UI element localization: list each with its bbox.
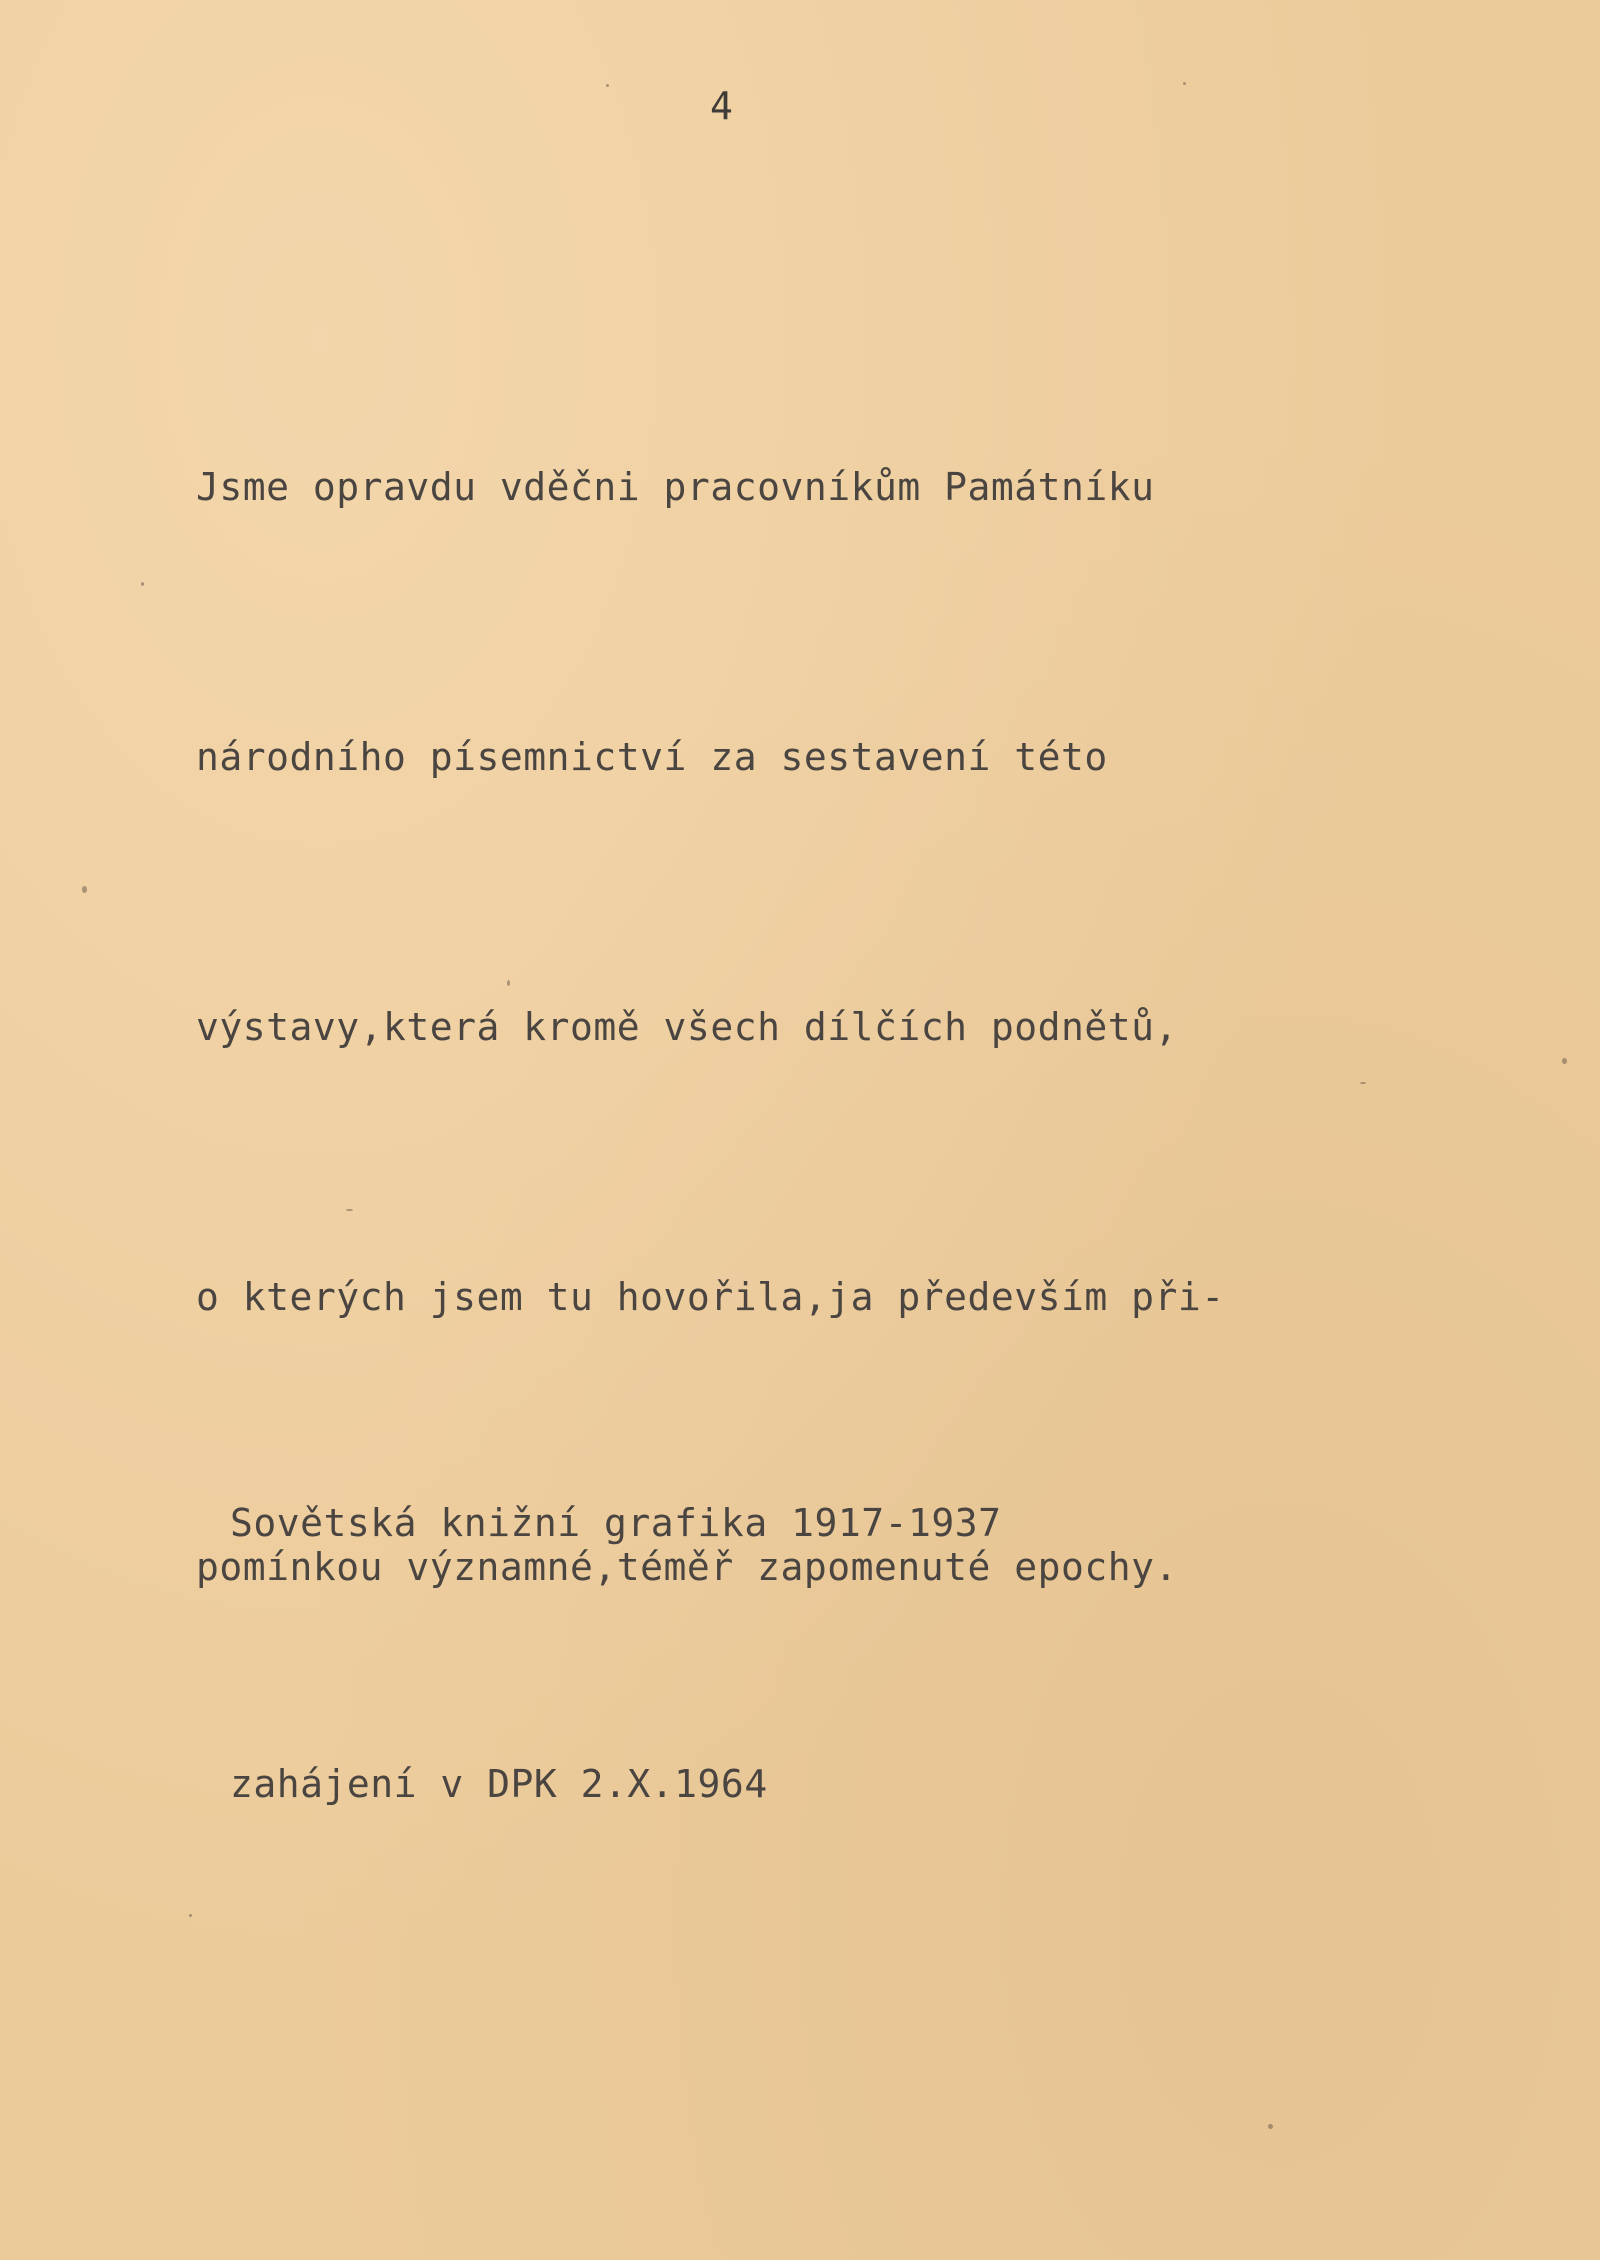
body-line: Jsme opravdu vděčni pracovníkům Památníku bbox=[196, 465, 1155, 509]
body-line: o kterých jsem tu hovořila,ja především při- bbox=[196, 1275, 1225, 1319]
event-note bbox=[230, 1306, 1001, 2002]
event-date-line: zahájení v DPK 2.X.1964 bbox=[230, 1762, 768, 1806]
paper-speck bbox=[189, 1914, 192, 1917]
event-title-line: Sovětská knižní grafika 1917-1937 bbox=[230, 1501, 1002, 1545]
paper-speck bbox=[1268, 2124, 1273, 2129]
paper-speck bbox=[507, 980, 510, 986]
paper-speck bbox=[1360, 1082, 1366, 1084]
paper-speck bbox=[1183, 82, 1186, 85]
paper-speck bbox=[606, 84, 609, 87]
paper-speck bbox=[346, 1209, 353, 1211]
paper-speck bbox=[1562, 1058, 1567, 1064]
body-line: výstavy,která kromě všech dílčích podnětů, bbox=[196, 1005, 1178, 1049]
body-line: pomínkou významné,téměř zapomenuté epochy. bbox=[196, 1545, 1178, 1589]
page-number: 4 bbox=[710, 84, 734, 128]
paper-speck bbox=[82, 886, 87, 893]
paper-speck bbox=[141, 582, 144, 586]
body-line: národního písemnictví za sestavení této bbox=[196, 735, 1108, 779]
